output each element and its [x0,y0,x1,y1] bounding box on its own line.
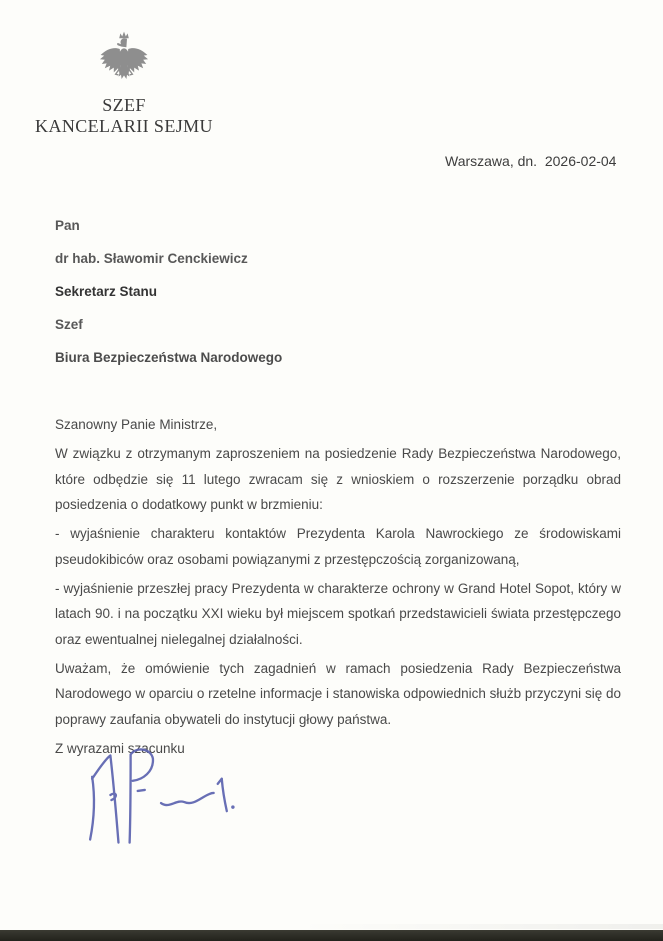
paragraph-bullet-2: - wyjaśnienie przeszłej pracy Prezydenta w charakterze ochrony w Grand Hotel Sopot, który w latach 90. i na początku XXI wieku był miejscem spotkań przedstawicieli świata przestępczego oraz ewentualnej nielegalnej działalności. [55,580,621,647]
polish-eagle-emblem-icon [97,31,151,91]
letterhead-title-line1: SZEF [102,95,146,115]
letterhead-title-line2: KANCELARII SEJMU [35,116,213,136]
signature-scribble [80,746,242,848]
scan-edge-bar [0,930,663,941]
recipient-institution: Biura Bezpieczeństwa Narodowego [55,350,283,365]
dateline: Warszawa, dn. 2026-02-04 [445,153,617,169]
recipient-name: dr hab. Sławomir Cenckiewicz [55,251,248,266]
letter-body [55,412,621,765]
scan-smudge [300,924,663,929]
salutation: Szanowny Panie Ministrze, [55,417,218,432]
paragraph-bullet-1: - wyjaśnienie charakteru kontaktów Prezydenta Karola Nawrockiego ze środowiskami pseudokibiców oraz osobami powiązanymi z przestępczością zorganizowaną, [55,526,621,567]
recipient-title-2: Szef [55,317,83,332]
recipient-honorific: Pan [55,218,80,233]
paragraph-intro: W związku z otrzymanym zaproszeniem na posiedzenie Rady Bezpieczeństwa Narodowego, które odbędzie się 11 lutego zwracam się z wnioskiem o rozszerzenie porządku obrad posiedzenia o dodatkowy punkt w brzmieniu: [55,446,621,512]
closing-phrase: Z wyrazami szacunku [55,740,185,756]
recipient-title-1: Sekretarz Stanu [55,284,158,299]
paragraph-conclusion: Uważam, że omówienie tych zagadnień w ramach posiedzenia Rady Bezpieczeństwa Narodowego w oparciu o rzetelne informacje i stanowiska odpowiednich służb przyczyni się do poprawy zaufania obywateli do instytucji głowy państwa. [55,660,621,727]
recipient-block [55,209,282,374]
letterhead [24,31,224,137]
